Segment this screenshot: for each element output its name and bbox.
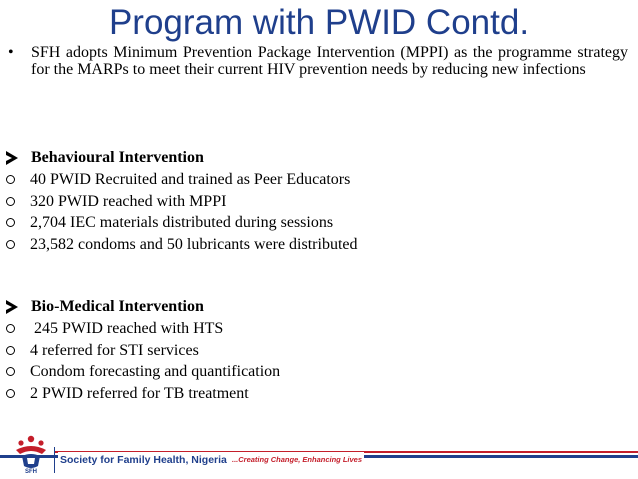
circle-bullet-icon bbox=[6, 218, 15, 227]
list-item-label: 320 PWID reached with MPPI bbox=[30, 192, 227, 210]
footer-tagline: ...Creating Change, Enhancing Lives bbox=[232, 455, 363, 464]
intro-text: SFH adopts Minimum Prevention Package Intervention (MPPI) as the programme strategy for the MARPs to meet their current HIV prevention needs by reducing new infections bbox=[31, 44, 628, 78]
list-item-label: 4 referred for STI services bbox=[30, 341, 199, 359]
circle-bullet-icon bbox=[6, 346, 15, 355]
list-item-label: 245 PWID reached with HTS bbox=[30, 320, 224, 337]
section-heading-behavioural bbox=[6, 148, 626, 170]
footer-separator bbox=[54, 447, 55, 473]
list-item bbox=[6, 192, 626, 214]
intro-paragraph bbox=[8, 44, 628, 78]
arrow-bullet-icon bbox=[6, 300, 18, 314]
list-item-label: 2,704 IEC materials distributed during sessions bbox=[30, 214, 334, 231]
circle-bullet-icon bbox=[6, 389, 15, 398]
bullet-dot: • bbox=[8, 44, 14, 61]
slide-title: Program with PWID Contd. bbox=[108, 3, 530, 42]
circle-bullet-icon bbox=[6, 175, 15, 184]
list-item bbox=[6, 319, 626, 341]
section-heading-label: Bio-Medical Intervention bbox=[31, 298, 204, 315]
section-behavioural bbox=[6, 148, 626, 256]
circle-bullet-icon bbox=[6, 197, 15, 206]
list-item bbox=[6, 362, 626, 384]
list-item bbox=[6, 341, 626, 363]
section-heading-label: Behavioural Intervention bbox=[31, 149, 204, 166]
list-item-label: 2 PWID referred for TB treatment bbox=[30, 384, 249, 402]
circle-bullet-icon bbox=[6, 367, 15, 376]
arrow-bullet-icon bbox=[6, 151, 18, 165]
list-item bbox=[6, 170, 626, 192]
circle-bullet-icon bbox=[6, 324, 15, 333]
circle-bullet-icon bbox=[6, 240, 15, 249]
list-item-label: Condom forecasting and quantification bbox=[30, 363, 281, 380]
section-heading-biomedical bbox=[6, 297, 626, 319]
logo-lettering: SFH bbox=[25, 469, 37, 474]
sfh-logo-icon bbox=[12, 432, 50, 474]
footer-organization: Society for Family Health, Nigeria bbox=[60, 454, 227, 466]
list-item-label: 40 PWID Recruited and trained as Peer Educators bbox=[30, 171, 351, 188]
list-item-label: 23,582 condoms and 50 lubricants were distributed bbox=[30, 235, 358, 253]
section-biomedical bbox=[6, 297, 626, 405]
list-item bbox=[6, 213, 626, 235]
list-item bbox=[6, 235, 626, 257]
list-item bbox=[6, 384, 626, 406]
